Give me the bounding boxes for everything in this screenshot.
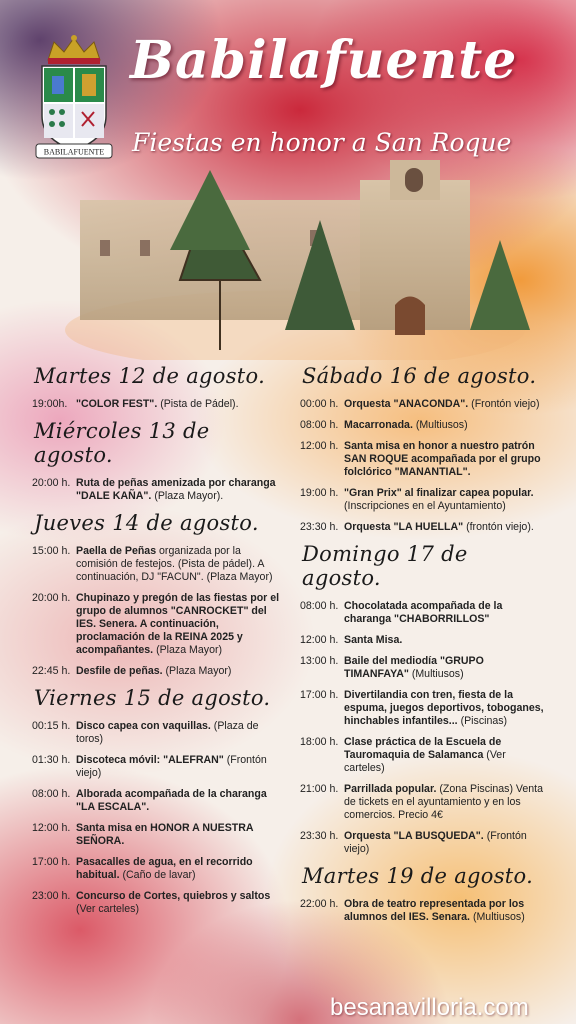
- event-item: [300, 830, 546, 856]
- day-heading: Jueves 14 de agosto.: [34, 511, 259, 535]
- event-item: [32, 890, 280, 916]
- event-time: 23:00 h.: [32, 890, 71, 902]
- coat-of-arms-icon: [34, 32, 114, 162]
- event-time: 20:00 h.: [32, 592, 71, 604]
- event-item: [32, 398, 280, 411]
- day-heading: Martes 12 de agosto.: [34, 364, 266, 388]
- event-item: [32, 720, 280, 746]
- event-time: 21:00 h.: [300, 783, 339, 795]
- day-block: [32, 686, 280, 916]
- page-title: Babilafuente: [130, 30, 518, 91]
- event-item: [32, 856, 280, 882]
- event-time: 19:00 h.: [300, 487, 339, 499]
- event-description: Orquesta "LA HUELLA" (frontón viejo).: [344, 521, 534, 533]
- day-block: [300, 542, 546, 856]
- event-item: [32, 665, 280, 678]
- page-subtitle: Fiestas en honor a San Roque: [132, 128, 512, 157]
- event-time: 13:00 h.: [300, 655, 339, 667]
- crest-caption: BABILAFUENTE: [43, 147, 105, 157]
- event-item: [300, 655, 546, 681]
- event-description: Santa misa en honor a nuestro patrón SAN ROQUE acompañada por el grupo folclórico "MANANTIAL".: [344, 440, 541, 478]
- event-description: Chocolatada acompañada de la charanga "CHABORRILLOS": [344, 600, 503, 625]
- event-time: 19:00h.: [32, 398, 68, 410]
- event-description: Discoteca móvil: "ALEFRAN" (Frontón viejo): [76, 754, 267, 779]
- day-block: [32, 511, 280, 678]
- event-description: Concurso de Cortes, quiebros y saltos (Ver carteles): [76, 890, 271, 915]
- event-time: 23:30 h.: [300, 521, 339, 533]
- event-time: 08:00 h.: [300, 419, 339, 431]
- day-block: [32, 419, 280, 503]
- event-item: [32, 788, 280, 814]
- event-item: [300, 487, 546, 513]
- event-time: 01:30 h.: [32, 754, 71, 766]
- event-description: Clase práctica de la Escuela de Tauromaquia de Salamanca (Ver carteles): [344, 736, 506, 774]
- event-item: [300, 783, 546, 822]
- event-time: 22:45 h.: [32, 665, 71, 677]
- event-item: [300, 689, 546, 728]
- program-right-column: [300, 358, 546, 932]
- event-time: 12:00 h.: [300, 440, 339, 452]
- day-heading: Domingo 17 de agosto.: [302, 542, 468, 590]
- event-description: Santa Misa.: [344, 634, 403, 646]
- event-description: Santa misa en HONOR A NUESTRA SEÑORA.: [76, 822, 254, 847]
- event-description: Orquesta "LA BUSQUEDA". (Frontón viejo): [344, 830, 527, 855]
- event-item: [300, 736, 546, 775]
- event-description: "Gran Prix" al finalizar capea popular. (Inscripciones en el Ayuntamiento): [344, 487, 534, 512]
- event-item: [300, 898, 546, 924]
- day-block: [300, 864, 546, 924]
- day-heading: Miércoles 13 de agosto.: [34, 419, 210, 467]
- event-time: 17:00 h.: [32, 856, 71, 868]
- event-description: Orquesta "ANACONDA". (Frontón viejo): [344, 398, 540, 410]
- event-description: Chupinazo y pregón de las fiestas por el grupo de alumnos "CANROCKET" del IES. Senera. A continuación, proclamación de la REINA 2025 y acompañantes. (Plaza Mayor): [76, 592, 280, 656]
- event-item: [32, 545, 280, 584]
- event-description: Disco capea con vaquillas. (Plaza de toros): [76, 720, 259, 745]
- event-description: "COLOR FEST". (Pista de Pádel).: [76, 398, 239, 410]
- event-description: Parrillada popular. (Zona Piscinas) Venta de tickets en el ayuntamiento y en los comercios. Precio 4€: [344, 783, 544, 821]
- event-item: [300, 600, 546, 626]
- event-time: 12:00 h.: [32, 822, 71, 834]
- event-time: 20:00 h.: [32, 477, 71, 489]
- event-item: [300, 634, 546, 647]
- event-time: 08:00 h.: [32, 788, 71, 800]
- event-time: 23:30 h.: [300, 830, 339, 842]
- event-description: Paella de Peñas organizada por la comisión de festejos. (Pista de pádel). A continuación, DJ "FACUN". (Plaza Mayor): [76, 545, 273, 583]
- event-time: 08:00 h.: [300, 600, 339, 612]
- watermark-text: besanavilloria.com: [330, 994, 529, 1021]
- event-description: Ruta de peñas amenizada por charanga "DALE KAÑA". (Plaza Mayor).: [76, 477, 276, 502]
- event-item: [32, 754, 280, 780]
- event-time: 00:00 h.: [300, 398, 339, 410]
- event-description: Alborada acompañada de la charanga "LA ESCALA".: [76, 788, 267, 813]
- event-description: Obra de teatro representada por los alumnos del IES. Senara. (Multiusos): [344, 898, 525, 923]
- event-item: [300, 398, 546, 411]
- event-time: 22:00 h.: [300, 898, 339, 910]
- event-item: [32, 477, 280, 503]
- event-item: [300, 521, 546, 534]
- day-heading: Martes 19 de agosto.: [302, 864, 534, 888]
- day-block: [32, 364, 280, 411]
- event-description: Pasacalles de agua, en el recorrido habitual. (Caño de lavar): [76, 856, 253, 881]
- event-description: Desfile de peñas. (Plaza Mayor): [76, 665, 232, 677]
- event-item: [300, 440, 546, 479]
- event-item: [32, 822, 280, 848]
- day-block: [300, 364, 546, 534]
- event-time: 15:00 h.: [32, 545, 71, 557]
- event-description: Divertilandia con tren, fiesta de la espuma, juegos deportivos, toboganes, hinchables infantiles... (Piscinas): [344, 689, 544, 727]
- event-time: 18:00 h.: [300, 736, 339, 748]
- event-description: Macarronada. (Multiusos): [344, 419, 468, 431]
- day-heading: Sábado 16 de agosto.: [302, 364, 537, 388]
- event-time: 00:15 h.: [32, 720, 71, 732]
- event-description: Baile del mediodía "GRUPO TIMANFAYA" (Multiusos): [344, 655, 484, 680]
- event-time: 12:00 h.: [300, 634, 339, 646]
- event-time: 17:00 h.: [300, 689, 339, 701]
- day-heading: Viernes 15 de agosto.: [34, 686, 271, 710]
- event-item: [32, 592, 280, 657]
- event-item: [300, 419, 546, 432]
- program-left-column: [32, 358, 280, 924]
- church-illustration: [60, 160, 530, 360]
